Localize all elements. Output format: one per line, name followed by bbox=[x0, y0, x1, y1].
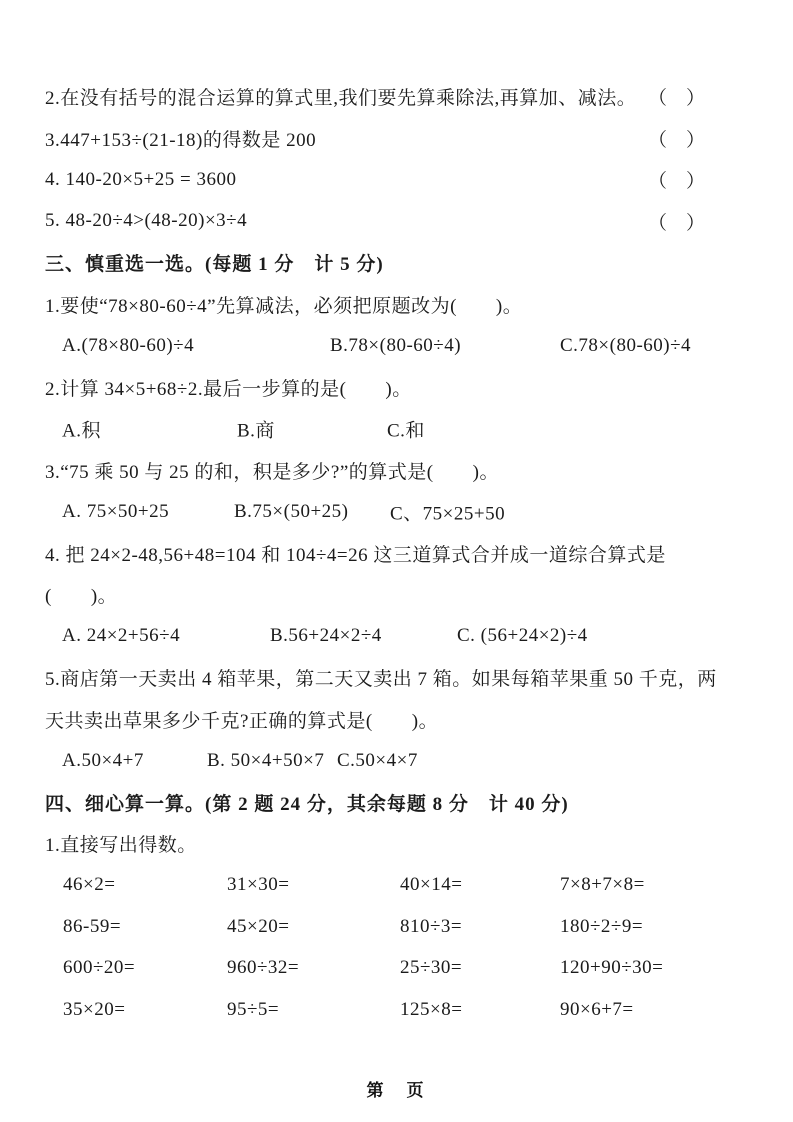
calc-item: 95÷5= bbox=[227, 998, 280, 1020]
calc-item: 7×8+7×8= bbox=[560, 874, 645, 896]
calc-item: 90×6+7= bbox=[560, 998, 634, 1020]
question-text: 2.在没有括号的混合运算的算式里,我们要先算乘除法,再算加、减法。 bbox=[45, 88, 637, 110]
calc-item: 45×20= bbox=[227, 915, 290, 937]
calc-item: 125×8= bbox=[400, 998, 463, 1020]
option-a: A.50×4+7 bbox=[62, 749, 144, 771]
option-a: A. 75×50+25 bbox=[62, 500, 170, 522]
option-c: C.50×4×7 bbox=[337, 749, 418, 771]
judge-question-5 bbox=[45, 201, 750, 243]
calc-item: 31×30= bbox=[227, 874, 290, 896]
judge-question-3 bbox=[45, 118, 750, 160]
option-c: C、75×25+50 bbox=[390, 503, 506, 525]
option-a: A. 24×2+56÷4 bbox=[62, 625, 181, 647]
calc-subtitle: 1.直接写出得数。 bbox=[45, 835, 197, 857]
choice-q2-text: 2.计算 34×5+68÷2.最后一步算的是( )。 bbox=[45, 378, 412, 400]
calc-item: 120+90÷30= bbox=[560, 957, 664, 979]
question-text: 5. 48-20÷4>(48-20)×3÷4 bbox=[45, 210, 248, 232]
calc-item: 40×14= bbox=[400, 874, 463, 896]
answer-bracket: （ ） bbox=[647, 171, 705, 193]
option-c: C.78×(80-60)÷4 bbox=[560, 334, 692, 356]
choice-q4-options bbox=[45, 616, 750, 658]
calc-item: 600÷20= bbox=[63, 957, 136, 979]
answer-bracket: （ ） bbox=[647, 129, 705, 151]
answer-bracket: （ ） bbox=[647, 88, 705, 110]
option-a: A.(78×80-60)÷4 bbox=[62, 334, 195, 356]
choice-q3-options bbox=[45, 491, 750, 533]
option-c: C. (56+24×2)÷4 bbox=[457, 625, 588, 647]
choice-q1-options bbox=[45, 325, 750, 367]
choice-q4-text-cont: ( )。 bbox=[45, 586, 118, 608]
calc-item: 46×2= bbox=[63, 874, 116, 896]
option-b: B.78×(80-60÷4) bbox=[330, 334, 462, 356]
choice-q3-text: 3.“75 乘 50 与 25 的和，积是多少?”的算式是( )。 bbox=[45, 461, 499, 483]
calc-item: 35×20= bbox=[63, 998, 126, 1020]
choice-q4-text: 4. 把 24×2-48,56+48=104 和 104÷4=26 这三道算式合并成一道综合算式是 bbox=[45, 544, 666, 566]
option-c: C.和 bbox=[387, 420, 425, 442]
calc-item: 86-59= bbox=[63, 915, 122, 937]
page-footer: 第 页 bbox=[366, 1081, 427, 1100]
calc-item: 960÷32= bbox=[227, 957, 300, 979]
answer-bracket: （ ） bbox=[647, 212, 705, 234]
choice-q1-text: 1.要使“78×80-60÷4”先算减法，必须把原题改为( )。 bbox=[45, 295, 523, 317]
option-b: B.56+24×2÷4 bbox=[270, 625, 382, 647]
calc-item: 810÷3= bbox=[400, 915, 463, 937]
section-4-title: 四、细心算一算。(第 2 题 24 分，其余每题 8 分 计 40 分) bbox=[45, 793, 569, 815]
option-b: B. 50×4+50×7 bbox=[207, 749, 325, 771]
option-b: B.商 bbox=[237, 420, 275, 442]
judge-question-4 bbox=[45, 159, 750, 201]
question-text: 3.447+153÷(21-18)的得数是 200 bbox=[45, 129, 317, 151]
choice-q5-text: 5.商店第一天卖出 4 箱苹果，第二天又卖出 7 箱。如果每箱苹果重 50 千克，两 bbox=[45, 669, 717, 691]
question-text: 4. 140-20×5+25 = 3600 bbox=[45, 168, 237, 190]
option-b: B.75×(50+25) bbox=[234, 500, 349, 522]
calc-grid bbox=[63, 865, 750, 1031]
choice-q5-text-cont: 天共卖出草果多少千克?正确的算式是( )。 bbox=[45, 710, 439, 732]
judge-question-2 bbox=[45, 76, 750, 118]
choice-q2-options bbox=[45, 408, 750, 450]
section-3-title: 三、慎重选一选。(每题 1 分 计 5 分) bbox=[45, 254, 384, 276]
calc-item: 180÷2÷9= bbox=[560, 915, 644, 937]
calc-item: 25÷30= bbox=[400, 957, 463, 979]
option-a: A.积 bbox=[62, 420, 101, 442]
choice-q5-options bbox=[45, 740, 750, 782]
